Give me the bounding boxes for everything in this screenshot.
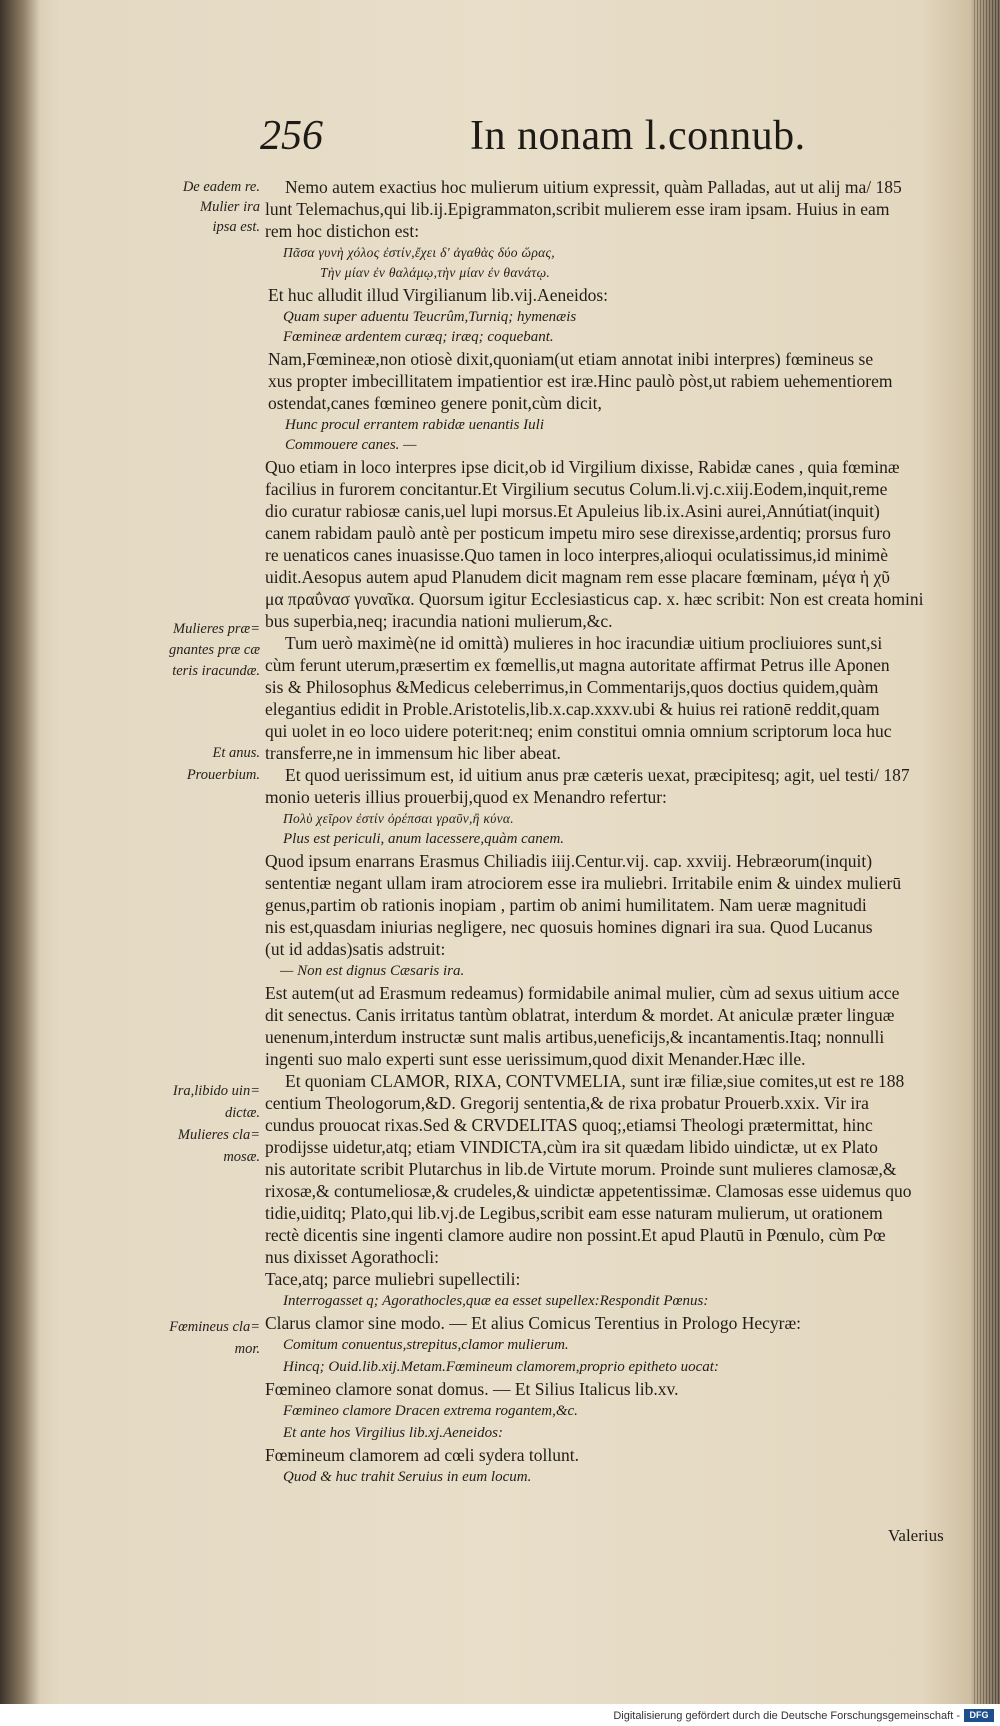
text-line: Est autem(ut ad Erasmum redeamus) formidabile animal mulier, cùm ad sexus uitium acce [265, 983, 900, 1003]
text-line: nis est,quasdam iniurias negligere, nec quosuis homines dignari ira sua. Quod Lucanus [265, 917, 873, 937]
text-line: Tum uerò maximè(ne id omittà) mulieres in hoc iracundiæ uitium procliuiores sunt,si [285, 633, 883, 653]
text-line: uidit.Aesopus autem apud Planudem dicit magnam rem esse placare fœminam, μέγα ἡ χῦ [265, 567, 890, 587]
text-line: sententiæ negant ullam iram atrociorem esse ira muliebri. Irritabile enim & uindex mulierū [265, 873, 902, 893]
text-line: rectè dicentis sine ingenti clamore audire non possint.Et apud Plautū in Pœnulo, cùm Pœ [265, 1225, 886, 1245]
verse-quotation: Fœmineo clamore Dracen extrema rogantem,&c. [283, 1403, 578, 1419]
text-line: sis & Philosophus &Medicus celeberrimus,in Commentarijs,quos doctius quidem,quàm [265, 677, 879, 697]
running-title: In nonam l.connub. [470, 113, 806, 159]
text-line: tidie,uiditq; Plato,qui lib.vj.de Legibus,scribit eam esse naturam mulierum, ut orationem [265, 1203, 883, 1223]
text-line: Et quod uerissimum est, id uitium anus præ cæteris uexat, præcipitesq; agit, uel testi/ 187 [285, 765, 910, 785]
text-line: xus propter imbecillitatem impatientior est iræ.Hinc paulò pòst,ut rabiem uehementiorem [268, 371, 893, 391]
verse-quotation: Plus est periculi, anum lacessere,quàm canem. [283, 831, 565, 847]
text-line: uenenum,interdum instructæ sunt malis artibus,ueneficijs,& incantamentis.Itaq; nonnulli [265, 1027, 885, 1047]
verse-quotation: Hincq; Ouid.lib.xij.Metam.Fœmineum clamorem,proprio epitheto uocat: [283, 1359, 719, 1375]
greek-verse-line: Τὴν μίαν ἐν θαλάμῳ,τὴν μίαν ἐν θανάτῳ. [320, 265, 551, 280]
verse-quotation: Et ante hos Virgilius lib.xj.Aeneidos: [283, 1425, 503, 1441]
text-line: bus superbia,neq; iracundia nationi mulierum,&c. [265, 611, 613, 631]
verse-quotation: Quam super aduentu Teucrûm,Turniq; hymenæis [283, 309, 577, 325]
text-line: Fœmineo clamore sonat domus. — Et Silius Italicus lib.xv. [265, 1379, 679, 1399]
footer-bar [0, 1704, 1000, 1726]
verse-quotation: Fœmineæ ardentem curæq; iræq; coquebant. [283, 329, 554, 345]
digitization-credit: Digitalisierung gefördert durch die Deutsche Forschungsgemeinschaft - [613, 1710, 960, 1722]
text-line: centium Theologorum,&D. Gregorij sententia,& de rixa probatur Prouerb.xxix. Vir ira [265, 1093, 869, 1113]
text-line: facilius in furorem concitantur.Et Virgilium secutus Colum.li.vj.c.xiij.Eodem,inquit,reme [265, 479, 888, 499]
text-line: Et quoniam CLAMOR, RIXA, CONTVMELIA, sunt iræ filiæ,siue comites,ut est re 188 [285, 1071, 905, 1091]
text-line: genus,partim ob rationis inopiam , partim ob animi humilitatem. Nam ueræ magnitudi [265, 895, 867, 915]
text-line: nis autoritate scribit Plutarchus in lib.de Virtute morum. Proinde sunt mulieres clamosæ,& [265, 1159, 897, 1179]
text-line: canem rabidam paulò antè per posticum impetu miro sese direxisse,ardentiq; prorsus furo [265, 523, 891, 543]
text-line: Nemo autem exactius hoc mulierum uitium expressit, quàm Palladas, aut ut alij ma/ 185 [285, 177, 902, 197]
book-page: 256 In nonam l.connub. De eadem re. Mulier ira ipsa est. Mulieres præ= gnantes præ cæ teris iracundæ. Et anus. Prouerbium. Ira,libido uin= dictæ. Mulieres cla= mosæ. Fœmineus cla= mor. Nemo autem exactius hoc mulierum uitium expressit, quàm Palladas, aut ut alij ma/ 185 lunt Telemachus,qui lib.ij.Epigrammaton,scribit mulierem esse iram ipsam. Huius in eam rem hoc distichon est: Πᾶσα γυνὴ χόλος ἐστίν,ἔχει δ' ἀγαθὰς δύο ὥρας, Τὴν μίαν ἐν θαλάμῳ,τὴν μίαν ἐν θανάτῳ. Et huc alludit illud Virgilianum lib.vij.Aeneidos: Quam super aduentu Teucrûm,Turniq; hymenæis Fœmineæ ardentem curæq; iræq; coquebant. Nam,Fœmineæ,non otiosè dixit,quoniam(ut etiam annotat inibi interpres) fœmineus se xus propter imbecillitatem impatientior est iræ.Hinc paulò pòst,ut rabiem uehementiorem ostendat,canes fœmineo genere ponit,cùm dicit, Hunc procul errantem rabidæ uenantis Iuli Commouere canes. — Quo etiam in loco interpres ipse dicit,ob id Virgilium dixisse, Rabidæ canes , quia fœminæ facilius in furorem concitantur.Et Virgilium secutus Colum.li.vj.c.xiij.Eodem,inquit,reme dio curatur rabiosæ canis,uel lupi morsus.Et Apuleius lib.ix.Asini aurei,Annútiat(inquit) canem rabidam paulò antè per posticum impetu miro sese direxisse,ardentiq; prorsus furo re uenaticos canes inuasisse.Quo tamen in loco interpres,alioqui oculatissimus,id minimè uidit.Aesopus autem apud Planudem dicit magnam rem esse placare fœminam, μέγα ἡ χῦ μα πραΰνασ γυναῖκα. Quorsum igitur Ecclesiasticus cap. x. hæc scribit: Non est creata homini bus superbia,neq; iracundia nationi mulierum,&c. Tum uerò maximè(ne id omittà) mulieres in hoc iracundiæ uitium procliuiores sunt,si cùm ferunt uterum,præsertim ex fœmellis,ut magna autoritate affirmat Petrus ille Aponen sis & Philosophus &Medicus celeberrimus,in Commentarijs,quos doctius quidem,quàm elegantius edidit in Proble.Aristotelis,lib.x.cap.xxxv.ubi & huius rei rationē reddit,quam qui uolet in eo loco uidere poterit:neq; enim constitui omnia omnium scriptorum loca huc transferre,ne in immensum hic liber abeat. Et quod uerissimum est, id uitium anus præ cæteris uexat, præcipitesq; agit, uel testi/ 187 monio ueteris illius prouerbij,quod ex Menandro refertur: Πολὺ χεῖρον ἐστίν ὀρέπσαι γραῦν,ἢ κύνα. Plus est periculi, anum lacessere,quàm canem. Quod ipsum enarrans Erasmus Chiliadis iiij.Centur.vij. cap. xxviij. Hebræorum(inquit) sententiæ negant ullam iram atrociorem esse ira muliebri. Irritabile enim & uindex mulierū genus,partim ob rationis inopiam , partim ob animi humilitatem. Nam ueræ magnitudi nis est,quasdam iniurias negligere, nec quosuis homines dignari ira sua. Quod Lucanus (ut id addas)satis adstruit: — Non est dignus Cæsaris ira. Est autem(ut ad Erasmum redeamus) formidabile animal mulier, cùm ad sexus uitium acce dit senectus. Canis irritatus tantùm oblatrat, interdum & mordet. At aniculæ præter linguæ uenenum,interdum instructæ sunt malis artibus,ueneficijs,& incantamentis.Itaq; nonnulli ingenti suo malo experti sunt esse uerissimum,quod dixit Menander.Hæc ille. Et quoniam CLAMOR, RIXA, CONTVMELIA, sunt iræ filiæ,siue comites,ut est re 188 centium Theologorum,&D. Gregorij sententia,& de rixa probatur Prouerb.xxix. Vir ira cundus prouocat rixas.Sed & CRVDELITAS quoq;,etiamsi Theologi prætermittat, hinc prodijsse uidetur,atq; etiam VINDICTA,cùm ira sit quædam libido uindictæ, ut ex Plato nis autoritate scribit Plutarchus in lib.de Virtute morum. Proinde sunt mulieres clamosæ,& rixosæ,& contumeliosæ,& crudeles,& uindictæ appetentissimæ. Clamosas esse uidemus quo tidie,uiditq; Plato,qui lib.vj.de Legibus,scribit eam esse naturam mulierum, ut orationem rectè dicentis sine ingenti clamore audire non possint.Et apud Plautū in Pœnulo, cùm Pœ nus dixisset Agorathocli: Tace,atq; parce muliebri supellectili: Interrogasset q; Agorathocles,quæ ea esset supellex:Respondit Pœnus: Clarus clamor sine modo. — Et alius Comicus Terentius in Prologo Hecyræ: Comitum conuentus,strepitus,clamor mulierum. Hincq; Ouid.lib.xij.Metam.Fœmineum clamorem,proprio epitheto uocat: Fœmineo clamore sonat domus. — Et Silius Italicus lib.xv. Fœmineo clamore Dracen extrema rogantem,&c. Et ante hos Virgilius lib.xj.Aeneidos: Fœmineum clamorem ad cœli sydera tollunt. Quod & huc trahit Seruius in eum locum. Valerius [0, 0, 1000, 1726]
greek-verse-line: Πᾶσα γυνὴ χόλος ἐστίν,ἔχει δ' ἀγαθὰς δύο ὥρας, [283, 245, 555, 260]
text-line: cùm ferunt uterum,præsertim ex fœmellis,ut magna autoritate affirmat Petrus ille Aponen [265, 655, 890, 675]
text-line: dit senectus. Canis irritatus tantùm oblatrat, interdum & mordet. At aniculæ præter linguæ [265, 1005, 895, 1025]
text-line: μα πραΰνασ γυναῖκα. Quorsum igitur Ecclesiasticus cap. x. hæc scribit: Non est creata homini [265, 589, 924, 609]
verse-quotation: — Non est dignus Cæsaris ira. [280, 963, 465, 979]
text-line: ostendat,canes fœmineo genere ponit,cùm dicit, [268, 393, 602, 413]
text-line: lunt Telemachus,qui lib.ij.Epigrammaton,scribit mulierem esse iram ipsam. Huius in eam [265, 199, 890, 219]
dfg-logo-icon: DFG [964, 1709, 994, 1722]
text-line: elegantius edidit in Proble.Aristotelis,lib.x.cap.xxxv.ubi & huius rei rationē reddit,quam [265, 699, 880, 719]
text-line: ingenti suo malo experti sunt esse uerissimum,quod dixit Menander.Hæc ille. [265, 1049, 806, 1069]
text-line: nus dixisset Agorathocli: [265, 1247, 440, 1267]
text-line: re uenaticos canes inuasisse.Quo tamen in loco interpres,alioqui oculatissimus,id minimè [265, 545, 889, 565]
text-line: cundus prouocat rixas.Sed & CRVDELITAS quoq;,etiamsi Theologi prætermittat, hinc [265, 1115, 873, 1135]
greek-verse-line: Πολὺ χεῖρον ἐστίν ὀρέπσαι γραῦν,ἢ κύνα. [283, 811, 514, 826]
verse-quotation: Commouere canes. — [285, 437, 417, 453]
text-line: Tace,atq; parce muliebri supellectili: [265, 1269, 521, 1289]
text-line: prodijsse uidetur,atq; etiam VINDICTA,cùm ira sit quædam libido uindictæ, ut ex Plato [265, 1137, 878, 1157]
text-line: Fœmineum clamorem ad cœli sydera tollunt. [265, 1445, 579, 1465]
verse-quotation: Quod & huc trahit Seruius in eum locum. [283, 1469, 532, 1485]
catchword: Valerius [888, 1526, 944, 1545]
verse-quotation: Comitum conuentus,strepitus,clamor mulierum. [283, 1337, 569, 1353]
text-line: Quo etiam in loco interpres ipse dicit,ob id Virgilium dixisse, Rabidæ canes , quia fœminæ [265, 457, 900, 477]
text-line: Et huc alludit illud Virgilianum lib.vij.Aeneidos: [268, 285, 609, 305]
text-line: (ut id addas)satis adstruit: [265, 939, 446, 959]
text-line: Quod ipsum enarrans Erasmus Chiliadis iiij.Centur.vij. cap. xxviij. Hebræorum(inquit) [265, 851, 873, 871]
text-line: Nam,Fœmineæ,non otiosè dixit,quoniam(ut etiam annotat inibi interpres) fœmineus se [268, 349, 874, 369]
verse-quotation: Hunc procul errantem rabidæ uenantis Iuli [285, 417, 545, 433]
page-number: 256 [260, 113, 323, 159]
text-line: Clarus clamor sine modo. — Et alius Comicus Terentius in Prologo Hecyræ: [265, 1313, 802, 1333]
text-line: qui uolet in eo loco uidere poterit:neq; enim constitui omnia omnium scriptorum loca huc [265, 721, 892, 741]
text-line: monio ueteris illius prouerbij,quod ex Menandro refertur: [265, 787, 667, 807]
verse-quotation: Interrogasset q; Agorathocles,quæ ea esset supellex:Respondit Pœnus: [283, 1293, 709, 1309]
text-line: rixosæ,& contumeliosæ,& crudeles,& uindictæ appetentissimæ. Clamosas esse uidemus quo [265, 1181, 912, 1201]
text-line: dio curatur rabiosæ canis,uel lupi morsus.Et Apuleius lib.ix.Asini aurei,Annútiat(inquit) [265, 501, 880, 521]
text-line: transferre,ne in immensum hic liber abeat. [265, 743, 561, 763]
text-line [265, 1488, 865, 1510]
text-line: rem hoc distichon est: [265, 221, 420, 241]
